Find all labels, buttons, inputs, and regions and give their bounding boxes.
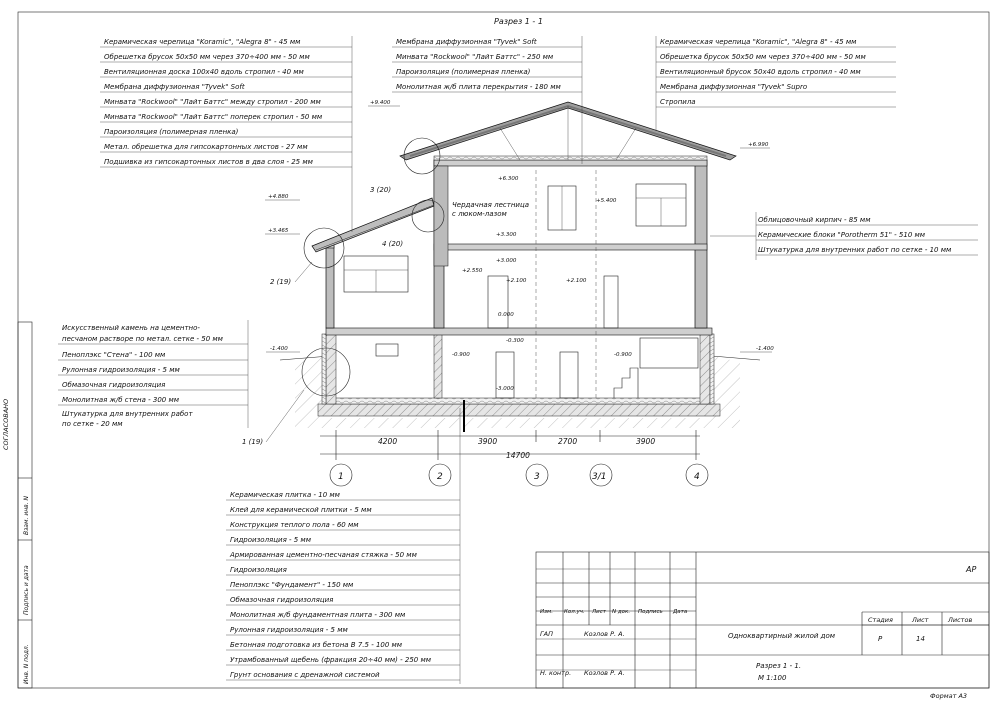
level-mark: +5.400 (596, 198, 617, 204)
callout-label: 4 (20) (382, 240, 404, 248)
level-mark: -0.900 (452, 352, 470, 358)
basement-wall-left (326, 334, 336, 404)
dimension-value: 3900 (636, 437, 656, 446)
note-line: Вентиляционный брусок 50х40 вдоль стропил - 40 мм (660, 68, 861, 76)
note-line: Минвата "Rockwool" "Лайт Баттс" - 250 мм (396, 53, 554, 61)
note-line: Керамическая плитка - 10 мм (230, 491, 340, 499)
note-line: Рулонная гидроизоляция - 5 мм (62, 366, 180, 374)
note-line: Рулонная гидроизоляция - 5 мм (230, 626, 348, 634)
dimension-value: 2700 (558, 437, 578, 446)
door (488, 276, 508, 328)
basement-inner-wall (434, 334, 442, 398)
level-mark: -1.400 (270, 346, 288, 352)
note-line: Мембрана диффузионная "Tyvek" Soft (104, 83, 245, 91)
drawing-title: Разрез 1 - 1 (494, 17, 543, 26)
side-stamp-cell: Взам. инв. N (23, 496, 30, 535)
note-line: Метал. обрешетка для гипсокартонных листов - 27 мм (104, 143, 308, 151)
level-mark: +4.880 (268, 194, 289, 200)
axis-label: 1 (338, 472, 344, 482)
attic-slab (434, 160, 707, 166)
stamp-role: Н. контр. (540, 669, 572, 677)
roof-left-notes (100, 36, 352, 232)
door (604, 276, 618, 328)
wall-left-1 (326, 246, 334, 328)
format-label: Формат А3 (930, 692, 968, 700)
side-stamp-cell: Подпись и дата (23, 565, 30, 615)
note-line: Монолитная ж/б плита перекрытия - 180 мм (396, 83, 561, 91)
note-line: Гидроизоляция - 5 мм (230, 536, 311, 544)
note-line: Подшивка из гипсокартонных листов в два слоя - 25 мм (104, 158, 313, 166)
note-line: Обрешетка брусок 50х50 мм через 370÷400 мм - 50 мм (104, 53, 310, 61)
note-line: Пеноплэкс "Фундамент" - 150 мм (230, 581, 354, 589)
attic-slab-notes (392, 36, 582, 164)
note-line: Конструкция теплого пола - 60 мм (230, 521, 359, 529)
note-line: Обмазочная гидроизоляция (62, 381, 166, 389)
note-line: Грунт основания с дренажной системой (230, 671, 380, 679)
sheet-title: Разрез 1 - 1. (756, 662, 802, 670)
soil-ground (295, 356, 740, 428)
floor-insulation (330, 398, 712, 404)
note-line: Штукатурка для внутренних работ по сетке - 10 мм (758, 246, 952, 254)
stamp-header: Дата (673, 609, 688, 615)
level-mark: +6.990 (748, 142, 769, 148)
note-line: Монолитная ж/б стена - 300 мм (62, 396, 180, 404)
level-mark: +2.100 (566, 278, 587, 284)
note-line: Утрамбованный щебень (фракция 20÷40 мм) - 250 мм (230, 656, 432, 664)
note-line: Мембрана диффузионная "Tyvek" Soft (396, 38, 537, 46)
note-line: Мембрана диффузионная "Tyvek" Supro (660, 83, 808, 91)
level-mark: +9.400 (370, 100, 391, 106)
level-mark: 0.000 (498, 312, 514, 318)
stair-note: с люком-лазом (452, 210, 507, 218)
note-line: Облицовочный кирпич - 85 мм (758, 216, 871, 224)
note-line: Клей для керамической плитки - 5 мм (230, 506, 372, 514)
dimension-value: 3900 (478, 437, 498, 446)
note-line: Пароизоляция (полимерная пленка) (104, 128, 239, 136)
note-line: Минвата "Rockwool" "Лайт Баттс" между стропил - 200 мм (104, 98, 321, 106)
note-line: песчаном растворе по метал. сетке - 50 мм (62, 335, 223, 343)
level-mark: +3.465 (268, 228, 289, 234)
note-line: по сетке - 20 мм (62, 420, 123, 428)
level-mark: +3.300 (496, 232, 517, 238)
note-line: Пеноплэкс "Стена" - 100 мм (62, 351, 166, 359)
axis-label: 2 (437, 472, 443, 482)
note-line: Вентиляционная доска 100х40 вдоль стропил - 40 мм (104, 68, 304, 76)
stage-value: Р (878, 635, 883, 643)
sheet-header: Лист (912, 616, 929, 624)
stamp-header: Лист (592, 609, 606, 615)
level-mark: -1.400 (756, 346, 774, 352)
note-line: Штукатурка для внутренних работ (62, 410, 193, 418)
basement-wall-right (700, 334, 710, 404)
note-line: Обрешетка брусок 50х50 мм через 370÷400 мм - 50 мм (660, 53, 866, 61)
note-line: Армированная цементно-песчаная стяжка - 50 мм (230, 551, 417, 559)
level-mark: +2.100 (506, 278, 527, 284)
note-line: Керамическая черепица "Koramic", "Alegra 8" - 45 мм (104, 38, 301, 46)
wall-notes (710, 212, 978, 260)
ground-floor-slab (326, 328, 712, 335)
project-name: Одноквартирный жилой дом (728, 632, 836, 640)
stamp-header: Кол.уч. (564, 609, 585, 615)
basement-wall-notes (58, 320, 248, 428)
note-line: Бетонная подготовка из бетона В 7.5 - 100 мм (230, 641, 403, 649)
approved-label: СОГЛАСОВАНО (2, 398, 10, 450)
note-line: Обмазочная гидроизоляция (230, 596, 334, 604)
title-block (536, 552, 989, 688)
stamp-role: ГАП (540, 630, 553, 638)
level-mark: -3.000 (496, 386, 514, 392)
axis-label: 4 (694, 472, 700, 482)
note-line: Монолитная ж/б фундаментная плита - 300 мм (230, 611, 406, 619)
note-line: Стропила (660, 98, 696, 106)
window (376, 344, 398, 356)
side-stamp-cell: Инв. N подл. (23, 644, 30, 684)
note-line: Минвата "Rockwool" "Лайт Баттс" поперек стропил - 50 мм (104, 113, 323, 121)
stamp-header: Изм. (540, 609, 553, 615)
level-mark: -0.900 (614, 352, 632, 358)
level-mark: +3.000 (496, 258, 517, 264)
axis-label: 3 (534, 472, 540, 482)
scale: М 1:100 (758, 674, 787, 682)
stamp-name: Козлов Р. А. (584, 630, 625, 638)
level-mark: +6.300 (498, 176, 519, 182)
axis-label: 3/1 (592, 472, 607, 482)
sheets-header: Листов (948, 616, 973, 624)
stair-note: Чердачная лестница (452, 201, 530, 209)
note-line: Керамическая черепица "Koramic", "Alegra 8" - 45 мм (660, 38, 857, 46)
floor2-slab (434, 244, 707, 250)
stamp-header: N док. (612, 609, 631, 615)
callout-label: 1 (19) (242, 438, 264, 446)
stamp-code: АР (966, 565, 977, 574)
dimension-value: 4200 (378, 437, 398, 446)
stair (614, 368, 638, 398)
note-line: Пароизоляция (полимерная пленка) (396, 68, 531, 76)
stamp-name: Козлов Р. А. (584, 669, 625, 677)
level-mark: +2.550 (462, 268, 483, 274)
roof-right-notes (656, 36, 896, 130)
door (560, 352, 578, 398)
floor-notes (226, 408, 460, 684)
level-mark: -0.300 (506, 338, 524, 344)
callout-label: 3 (20) (370, 186, 392, 194)
stamp-header: Подпись (638, 609, 663, 615)
dimension-total: 14700 (506, 451, 530, 460)
sheet-value: 14 (916, 635, 925, 643)
side-stamp (2, 322, 32, 688)
note-line: Керамические блоки "Porotherm 51" - 510 мм (758, 231, 926, 239)
stage-header: Стадия (868, 616, 893, 624)
foundation-slab (318, 404, 720, 416)
note-line: Искусственный камень на цементно- (62, 324, 200, 332)
callout-label: 2 (19) (270, 278, 292, 286)
note-line: Гидроизоляция (230, 566, 287, 574)
